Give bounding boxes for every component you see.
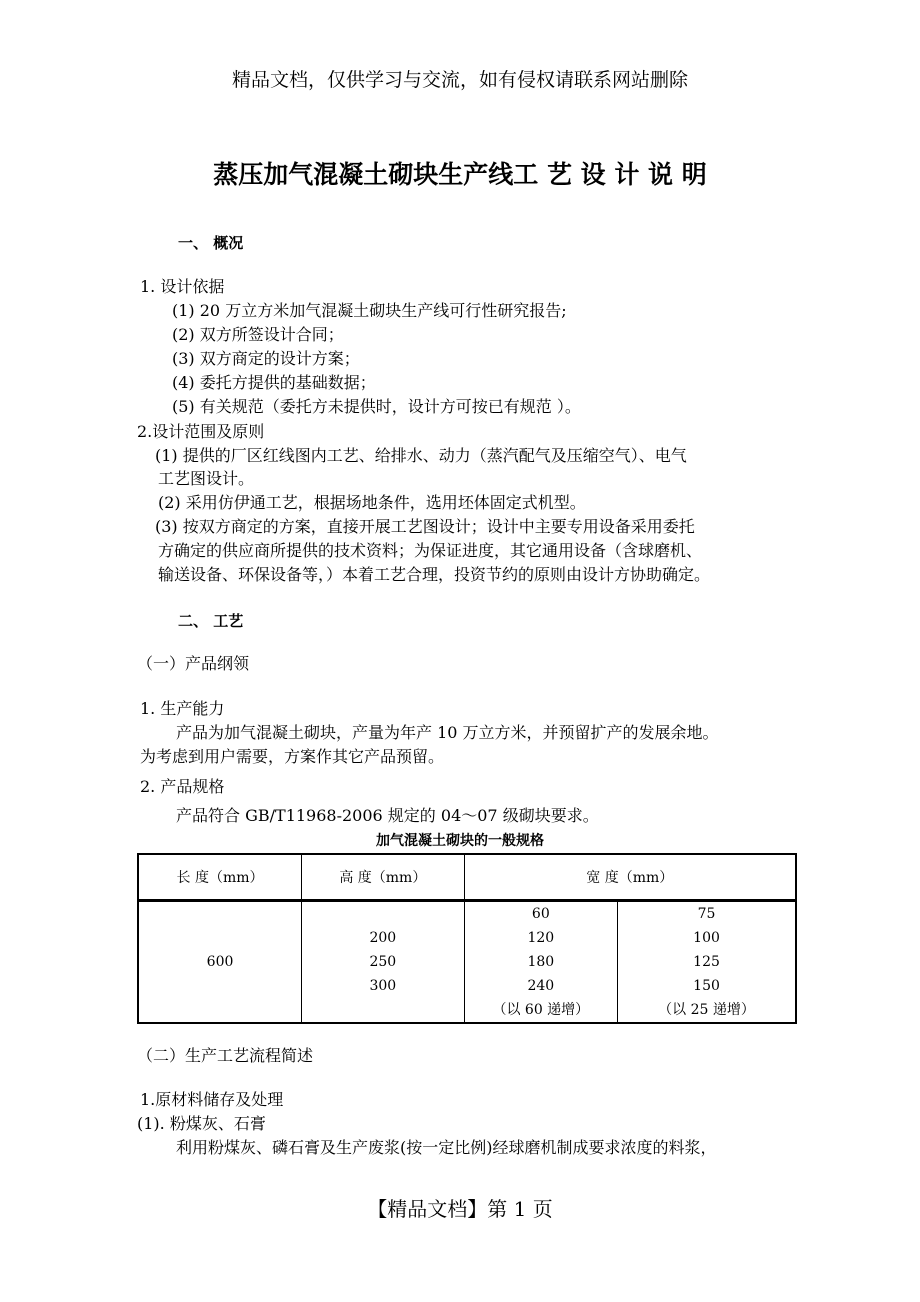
table-caption: 加气混凝土砌块的一般规格 bbox=[376, 833, 544, 849]
paragraph-line: 为考虑到用户需要，方案作其它产品预留。 bbox=[140, 747, 445, 766]
subheading: 1. 生产能力 bbox=[140, 699, 225, 718]
width-value: 100 bbox=[693, 930, 720, 946]
paragraph-line: 方确定的供应商所提供的技术资料；为保证进度，其它通用设备（含球磨机、 bbox=[158, 541, 703, 560]
width-value: 150 bbox=[693, 978, 720, 994]
paragraph-line: 工艺图设计。 bbox=[158, 469, 255, 488]
width-value: 180 bbox=[527, 954, 555, 970]
subheading: 2.设计范围及原则 bbox=[137, 422, 265, 441]
header-height: 高 度（mm） bbox=[302, 854, 465, 901]
section-heading: 二、 工艺 bbox=[178, 612, 244, 630]
header-width: 宽 度（mm） bbox=[464, 854, 796, 901]
document-title: 蒸压加气混凝土砌块生产线工 艺 设 计 说 明 bbox=[213, 160, 707, 189]
subheading: (1). 粉煤灰、石膏 bbox=[137, 1114, 266, 1133]
paragraph-line: 产品为加气混凝土砌块，产量为年产 10 万立方米，并预留扩产的发展余地。 bbox=[176, 723, 719, 742]
height-value: 300 bbox=[369, 978, 397, 994]
height-value: 200 bbox=[369, 930, 397, 946]
paragraph-line: (2) 采用仿伊通工艺，根据场地条件，选用坯体固定式机型。 bbox=[158, 493, 586, 512]
paragraph-line: 利用粉煤灰、磷石膏及生产废浆(按一定比例)经球磨机制成要求浓度的料浆， bbox=[176, 1138, 717, 1157]
subheading: 2. 产品规格 bbox=[140, 777, 225, 796]
width-note: （以 25 递增） bbox=[658, 1002, 755, 1018]
list-item: (2) 双方所签设计合同； bbox=[172, 325, 344, 344]
width-value: 60 bbox=[531, 906, 550, 922]
list-item: (1) 20 万立方米加气混凝土砌块生产线可行性研究报告; bbox=[172, 301, 567, 320]
width-value: 75 bbox=[697, 906, 716, 922]
page-footer: 【精品文档】第 1 页 bbox=[367, 1197, 553, 1221]
paragraph-line: (1) 提供的厂区红线图内工艺、给排水、动力（蒸汽配气及压缩空气）、电气 bbox=[155, 446, 687, 465]
subheading: 1. 设计依据 bbox=[140, 277, 225, 296]
paragraph-line: (3) 按双方商定的方案，直接开展工艺图设计；设计中主要专用设备采用委托 bbox=[155, 517, 695, 536]
paragraph-line: 产品符合 GB/T11968-2006 规定的 04～07 级砌块要求。 bbox=[176, 806, 599, 825]
header-length: 长 度（mm） bbox=[138, 854, 302, 901]
list-item: (3) 双方商定的设计方案； bbox=[172, 349, 360, 368]
spec-table bbox=[137, 853, 797, 1024]
width-note: （以 60 递增） bbox=[492, 1002, 590, 1018]
height-value: 250 bbox=[369, 954, 397, 970]
table-row bbox=[138, 901, 796, 1024]
width-value: 240 bbox=[527, 978, 555, 994]
table-header-row bbox=[138, 854, 796, 901]
cell-length: 600 bbox=[138, 901, 302, 1024]
subheading: （一）产品纲领 bbox=[137, 654, 250, 673]
list-item: (5) 有关规范（委托方未提供时，设计方可按已有规范 ）。 bbox=[172, 397, 581, 416]
paragraph-line: 输送设备、环保设备等，）本着工艺合理，投资节约的原则由设计方协助确定。 bbox=[158, 565, 711, 584]
width-value: 120 bbox=[527, 930, 555, 946]
width-value: 125 bbox=[693, 954, 720, 970]
cell-widths-a bbox=[464, 901, 617, 1024]
cell-heights bbox=[302, 901, 465, 1024]
subheading: （二）生产工艺流程简述 bbox=[137, 1046, 314, 1065]
section-heading: 一、 概况 bbox=[178, 234, 244, 252]
list-item: (4) 委托方提供的基础数据； bbox=[172, 373, 376, 392]
cell-widths-b bbox=[618, 901, 796, 1024]
page-header: 精品文档，仅供学习与交流，如有侵权请联系网站删除 bbox=[231, 69, 688, 91]
subheading: 1.原材料储存及处理 bbox=[140, 1090, 284, 1109]
